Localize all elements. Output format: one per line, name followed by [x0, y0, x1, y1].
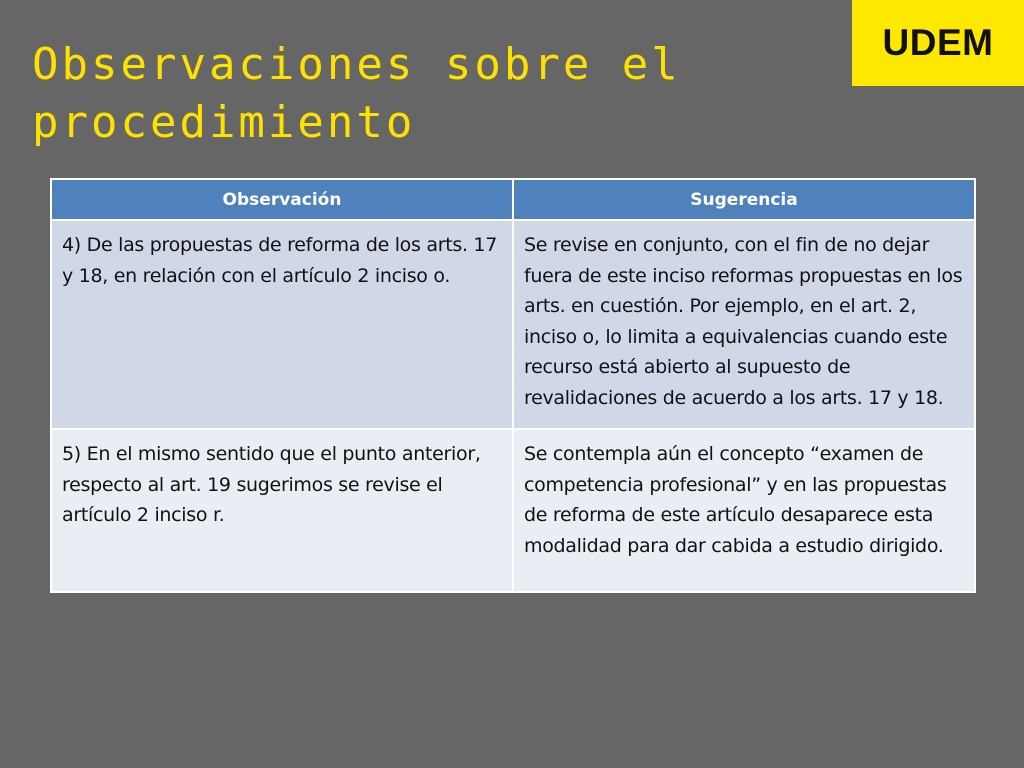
suggestion-cell: Se revise en conjunto, con el fin de no dejar fuera de este inciso reformas propuestas en los arts. en cuestión. Por ejemplo, en el art. 2, inciso o, lo limita a equivalencias cuando este recurso está abierto al supuesto de revalidaciones de acuerdo a los arts. 17 y 18. — [513, 220, 975, 429]
header-sugerencia: Sugerencia — [513, 179, 975, 220]
observation-cell: 5) En el mismo sentido que el punto anterior, respecto al art. 19 sugerimos se revise el artículo 2 inciso r. — [51, 429, 513, 592]
udem-logo — [852, 0, 1024, 86]
table-row — [51, 220, 975, 429]
slide-title: Observaciones sobre el procedimiento — [32, 39, 681, 148]
observation-cell: 4) De las propuestas de reforma de los arts. 17 y 18, en relación con el artículo 2 inciso o. — [51, 220, 513, 429]
logo-text: UDEM — [882, 22, 994, 63]
observations-table — [50, 178, 976, 593]
header-observacion: Observación — [51, 179, 513, 220]
table-row — [51, 429, 975, 592]
table-header-row — [51, 179, 975, 220]
suggestion-cell: Se contempla aún el concepto “examen de competencia profesional” y en las propuestas de reforma de este artículo desaparece esta modalidad para dar cabida a estudio dirigido. — [513, 429, 975, 592]
